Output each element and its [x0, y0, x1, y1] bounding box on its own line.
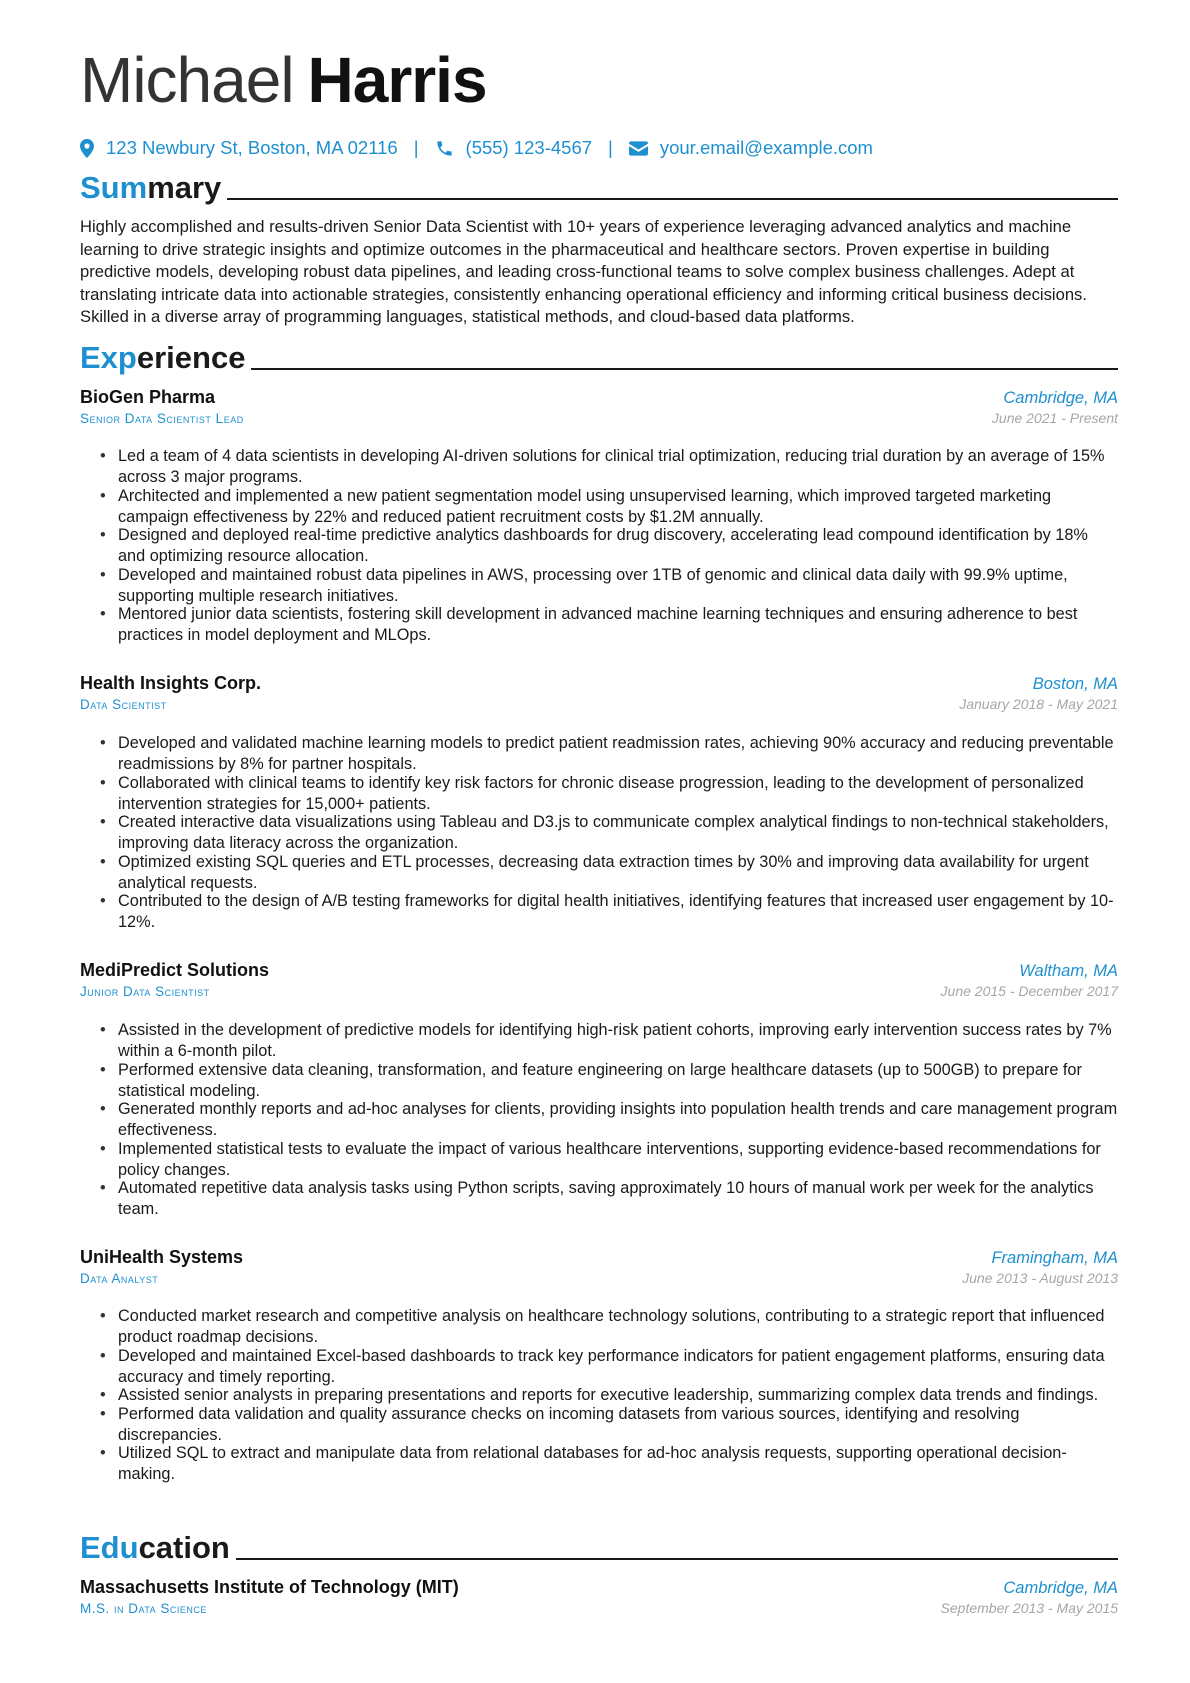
bullet-item: • Optimized existing SQL queries and ETL processes, decreasing data extraction times by 30% and improving data availability for urgent analytical requests.: [80, 852, 1118, 894]
section-rule: [236, 1558, 1118, 1560]
job-title: Senior Data Scientist Lead: [80, 411, 244, 426]
bullet-item: • Automated repetitive data analysis tasks using Python scripts, saving approximately 10 hours of manual work per week for the analytics team.: [80, 1178, 1118, 1220]
location-pin-icon: [80, 139, 94, 158]
bullet-item: • Assisted senior analysts in preparing presentations and reports for executive leadership, summarizing complex data trends and findings.: [80, 1385, 1118, 1406]
phone-item: [435, 137, 593, 159]
bullet-item: • Contributed to the design of A/B testing frameworks for digital health initiatives, identifying features that increased user engagement by 10-12%.: [80, 891, 1118, 933]
bullet-item: • Developed and maintained robust data pipelines in AWS, processing over 1TB of genomic and clinical data daily with 99.9% uptime, supporting multiple research initiatives.: [80, 565, 1118, 607]
bullet-item: • Conducted market research and competitive analysis on healthcare technology solutions, contributing to a strategic report that influenced product roadmap decisions.: [80, 1306, 1118, 1348]
email-link[interactable]: your.email@example.com: [659, 137, 873, 158]
job-bullets: [80, 1306, 1118, 1483]
bullet-item: • Developed and maintained Excel-based dashboards to track key performance indicators for patient engagement platforms, ensuring data accuracy and timely reporting.: [80, 1346, 1118, 1388]
education-heading: [80, 1530, 1118, 1566]
job-bullets: [80, 733, 1118, 931]
bullet-item: • Led a team of 4 data scientists in developing AI-driven solutions for clinical trial optimization, reducing trial duration by an average of 15% across 3 major programs.: [80, 446, 1118, 488]
education-entry: [80, 1577, 1118, 1622]
candidate-name: [80, 42, 487, 118]
job-entry: [80, 960, 1118, 1005]
bullet-item: • Mentored junior data scientists, fostering skill development in advanced machine learning techniques and ensuring adherence to best practices in model deployment and MLOps.: [80, 604, 1118, 646]
last-name: Harris: [307, 44, 487, 116]
section-title: Education: [80, 1530, 230, 1565]
address-item: [80, 137, 398, 159]
bullet-item: • Developed and validated machine learning models to predict patient readmission rates, achieving 90% accuracy and reducing preventable readmissions by 8% for partner hospitals.: [80, 733, 1118, 775]
email-item[interactable]: [629, 137, 873, 159]
job-location: Cambridge, MA: [1003, 389, 1118, 407]
job-title: Data Analyst: [80, 1271, 159, 1286]
bullet-item: • Implemented statistical tests to evaluate the impact of various healthcare interventions, supporting evidence-based recommendations for policy changes.: [80, 1139, 1118, 1181]
address-text: 123 Newbury St, Boston, MA 02116: [106, 137, 398, 158]
bullet-item: • Performed extensive data cleaning, transformation, and feature engineering on large healthcare datasets (up to 500GB) to prepare for statistical modeling.: [80, 1060, 1118, 1102]
company-name: Health Insights Corp.: [80, 673, 262, 693]
job-bullets: [80, 446, 1118, 644]
job-location: Waltham, MA: [1019, 962, 1118, 980]
job-entry: [80, 673, 1118, 718]
company-name: MediPredict Solutions: [80, 960, 270, 980]
education-dates: September 2013 - May 2015: [940, 1600, 1118, 1616]
bullet-item: • Generated monthly reports and ad-hoc analyses for clients, providing insights into population health trends and care management program effectiveness.: [80, 1099, 1118, 1141]
job-dates: June 2021 - Present: [991, 410, 1118, 426]
section-rule: [251, 368, 1118, 370]
bullet-item: • Performed data validation and quality assurance checks on incoming datasets from various sources, identifying and resolving discrepancies.: [80, 1404, 1118, 1446]
job-dates: June 2015 - December 2017: [940, 983, 1118, 999]
job-dates: June 2013 - August 2013: [962, 1270, 1118, 1286]
bullet-item: • Architected and implemented a new patient segmentation model using unsupervised learning, which improved targeted marketing campaign effectiveness by 22% and reduced patient recruitment costs by $1.2M annually.: [80, 486, 1118, 528]
contact-line: [80, 135, 873, 161]
envelope-icon: [629, 141, 648, 156]
experience-heading: [80, 340, 1118, 376]
bullet-item: • Collaborated with clinical teams to identify key risk factors for chronic disease progression, leading to the development of personalized intervention strategies for 15,000+ patients.: [80, 773, 1118, 815]
school-name: Massachusetts Institute of Technology (MIT): [80, 1577, 459, 1597]
summary-text: Highly accomplished and results-driven Senior Data Scientist with 10+ years of experience leveraging advanced analytics and machine learning to drive strategic insights and optimize outcomes in the pharmaceutical and healthcare sectors. Proven expertise in building predictive models, developing robust data pipelines, and leading cross-functional teams to solve complex business challenges. Adept at translating intricate data into actionable strategies, consistently enhancing operational efficiency and informing critical business decisions. Skilled in a diverse array of programming languages, statistical methods, and cloud-based data platforms.: [80, 217, 1087, 326]
job-dates: January 2018 - May 2021: [959, 696, 1118, 712]
job-location: Framingham, MA: [991, 1249, 1118, 1267]
bullet-item: • Created interactive data visualizations using Tableau and D3.js to communicate complex analytical findings to non-technical stakeholders, improving data literacy across the organization.: [80, 812, 1118, 854]
job-entry: [80, 387, 1118, 432]
school-location: Cambridge, MA: [1003, 1579, 1118, 1597]
section-title: Summary: [80, 170, 222, 205]
phone-text: (555) 123-4567: [465, 137, 593, 158]
section-title: Experience: [80, 340, 246, 375]
separator: |: [608, 137, 613, 158]
bullet-item: • Assisted in the development of predictive models for identifying high-risk patient cohorts, improving early intervention success rates by 7% within a 6-month pilot.: [80, 1020, 1118, 1062]
first-name: Michael: [80, 44, 294, 116]
company-name: UniHealth Systems: [80, 1247, 244, 1267]
company-name: BioGen Pharma: [80, 387, 216, 407]
job-bullets: [80, 1020, 1118, 1218]
separator: |: [413, 137, 419, 158]
job-title: Data Scientist: [80, 697, 167, 712]
degree: M.S. in Data Science: [80, 1601, 207, 1616]
bullet-item: • Utilized SQL to extract and manipulate data from relational databases for ad-hoc analysis requests, supporting operational decision-making.: [80, 1443, 1118, 1485]
job-entry: [80, 1247, 1118, 1292]
bullet-item: • Designed and deployed real-time predictive analytics dashboards for drug discovery, accelerating lead compound identification by 18% and optimizing resource allocation.: [80, 525, 1118, 567]
job-location: Boston, MA: [1032, 675, 1118, 693]
section-rule: [227, 198, 1118, 200]
job-title: Junior Data Scientist: [80, 984, 210, 999]
summary-heading: [80, 170, 1118, 206]
phone-icon: [435, 139, 454, 158]
